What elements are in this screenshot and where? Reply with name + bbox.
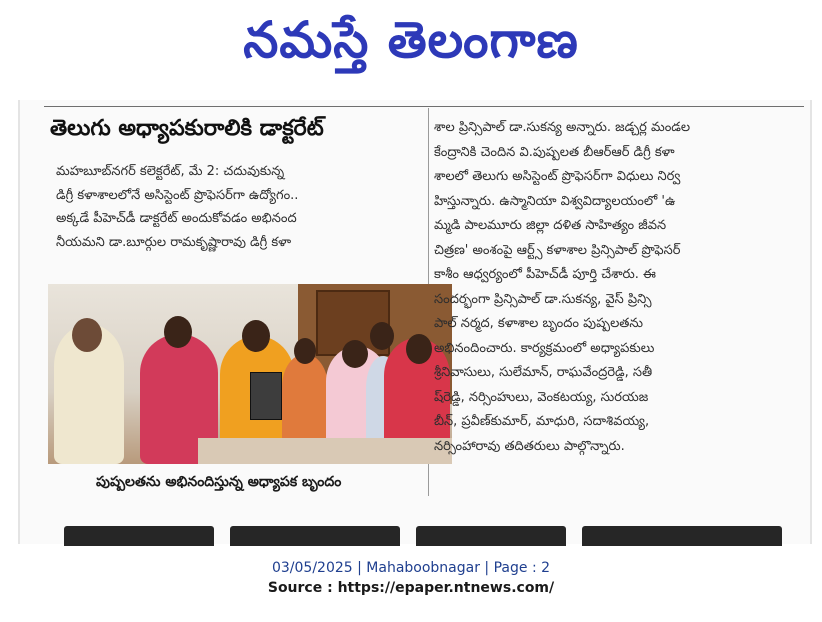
photo-person-head (406, 334, 432, 364)
body-line: ష్‌రెడ్డి, నర్సింహులు, వెంకటయ్య, సురయజ (434, 389, 649, 405)
cut-headline-fragment (582, 526, 782, 546)
cut-headline-fragment (416, 526, 566, 546)
photo-person-head (72, 318, 102, 352)
edition-info: 03/05/2025 | Mahaboobnagar | Page : 2 (271, 560, 551, 576)
masthead (0, 0, 822, 92)
article-body-left (56, 160, 418, 254)
body-line: శ్రీనివాసులు, సులేమాన్, రాఘవేంద్రరెడ్డి, సతీ (434, 365, 653, 380)
newspaper-title: నమస్తే తెలంగాణ (243, 10, 579, 69)
cut-headline-fragment (64, 526, 214, 546)
page-footer (0, 560, 822, 596)
photo-person-head (164, 316, 192, 348)
body-line: అభినందించారు. కార్యక్రమంలో అధ్యాపకులు (434, 340, 655, 356)
body-line: శాలలో తెలుగు అసిస్టెంట్ ప్రొఫెసర్‌గా విధులు నిర్వ (434, 169, 681, 184)
article-body-right (434, 116, 792, 459)
photo-caption: పుష్పలతను అభినందిస్తున్న అధ్యాపక బృందం (96, 474, 342, 490)
body-line: బీన్, ప్రవీణ్‌కుమార్, మాధురి, సదాశివయ్య, (434, 414, 650, 429)
photo-person-head (342, 340, 368, 368)
body-line: పాల్ నర్మద, కళాశాల బృందం పుష్పలతను (434, 316, 644, 331)
article-headline: తెలుగు అధ్యాపకురాలికి డాక్టరేట్ (50, 116, 324, 141)
body-line: నీయమని డా.బూర్గుల రామకృష్ణారావు డిగ్రీ కళా (56, 234, 292, 250)
article-photo (48, 284, 452, 464)
body-line: నర్సింహారావు తదితరులు పాల్గొన్నారు. (434, 438, 625, 454)
photo-person-head (370, 322, 394, 350)
body-line: హిస్తున్నారు. ఉస్మానియా విశ్వవిద్యాలయంలో 'ఉ (434, 193, 676, 209)
photo-thesis-book (250, 372, 282, 420)
body-line: మహబూబ్‌నగర్ కలెక్టరేట్, మే 2: చదువుకున్న (56, 164, 285, 179)
body-line: మ్మడి పాలమూరు జిల్లా దళిత సాహిత్యం జీవన (434, 218, 667, 233)
body-line: అక్కడే పీహెచ్‌డీ డాక్టరేట్ అందుకోవడం అభినంద (56, 211, 297, 226)
body-line: డిగ్రీ కళాశాలలోనే అసిస్టెంట్ ప్రొఫెసర్‌గా ఉద్యోగం.. (56, 187, 299, 203)
photo-desk (198, 438, 452, 464)
body-line: కాశీం ఆధ్వర్యంలో పీహెచ్‌డీ పూర్తి చేశారు. ఈ (434, 267, 656, 282)
top-divider (44, 106, 804, 107)
source-link[interactable]: Source : https://epaper.ntnews.com/ (267, 580, 555, 596)
body-line: చిత్రణ' అంశంపై ఆర్ట్స్ కళాశాల ప్రిన్సిపాల్ ప్రొఫెసర్ (434, 242, 681, 258)
body-line: కేంద్రానికి చెందిన వి.పుష్పలత బీఆర్‌ఆర్ డిగ్రీ కళా (434, 144, 675, 160)
photo-person-head (242, 320, 270, 352)
body-line: శాల ప్రిన్సిపాల్ డా.సుకన్య అన్నారు. జడ్చర్ల మండల (434, 120, 691, 135)
next-headline-cutoff (44, 516, 804, 546)
body-line: సందర్భంగా ప్రిన్సిపాల్ డా.సుకన్య, వైస్ ప్రిన్సి (434, 291, 652, 307)
photo-person-head (294, 338, 316, 364)
cut-headline-fragment (230, 526, 400, 546)
